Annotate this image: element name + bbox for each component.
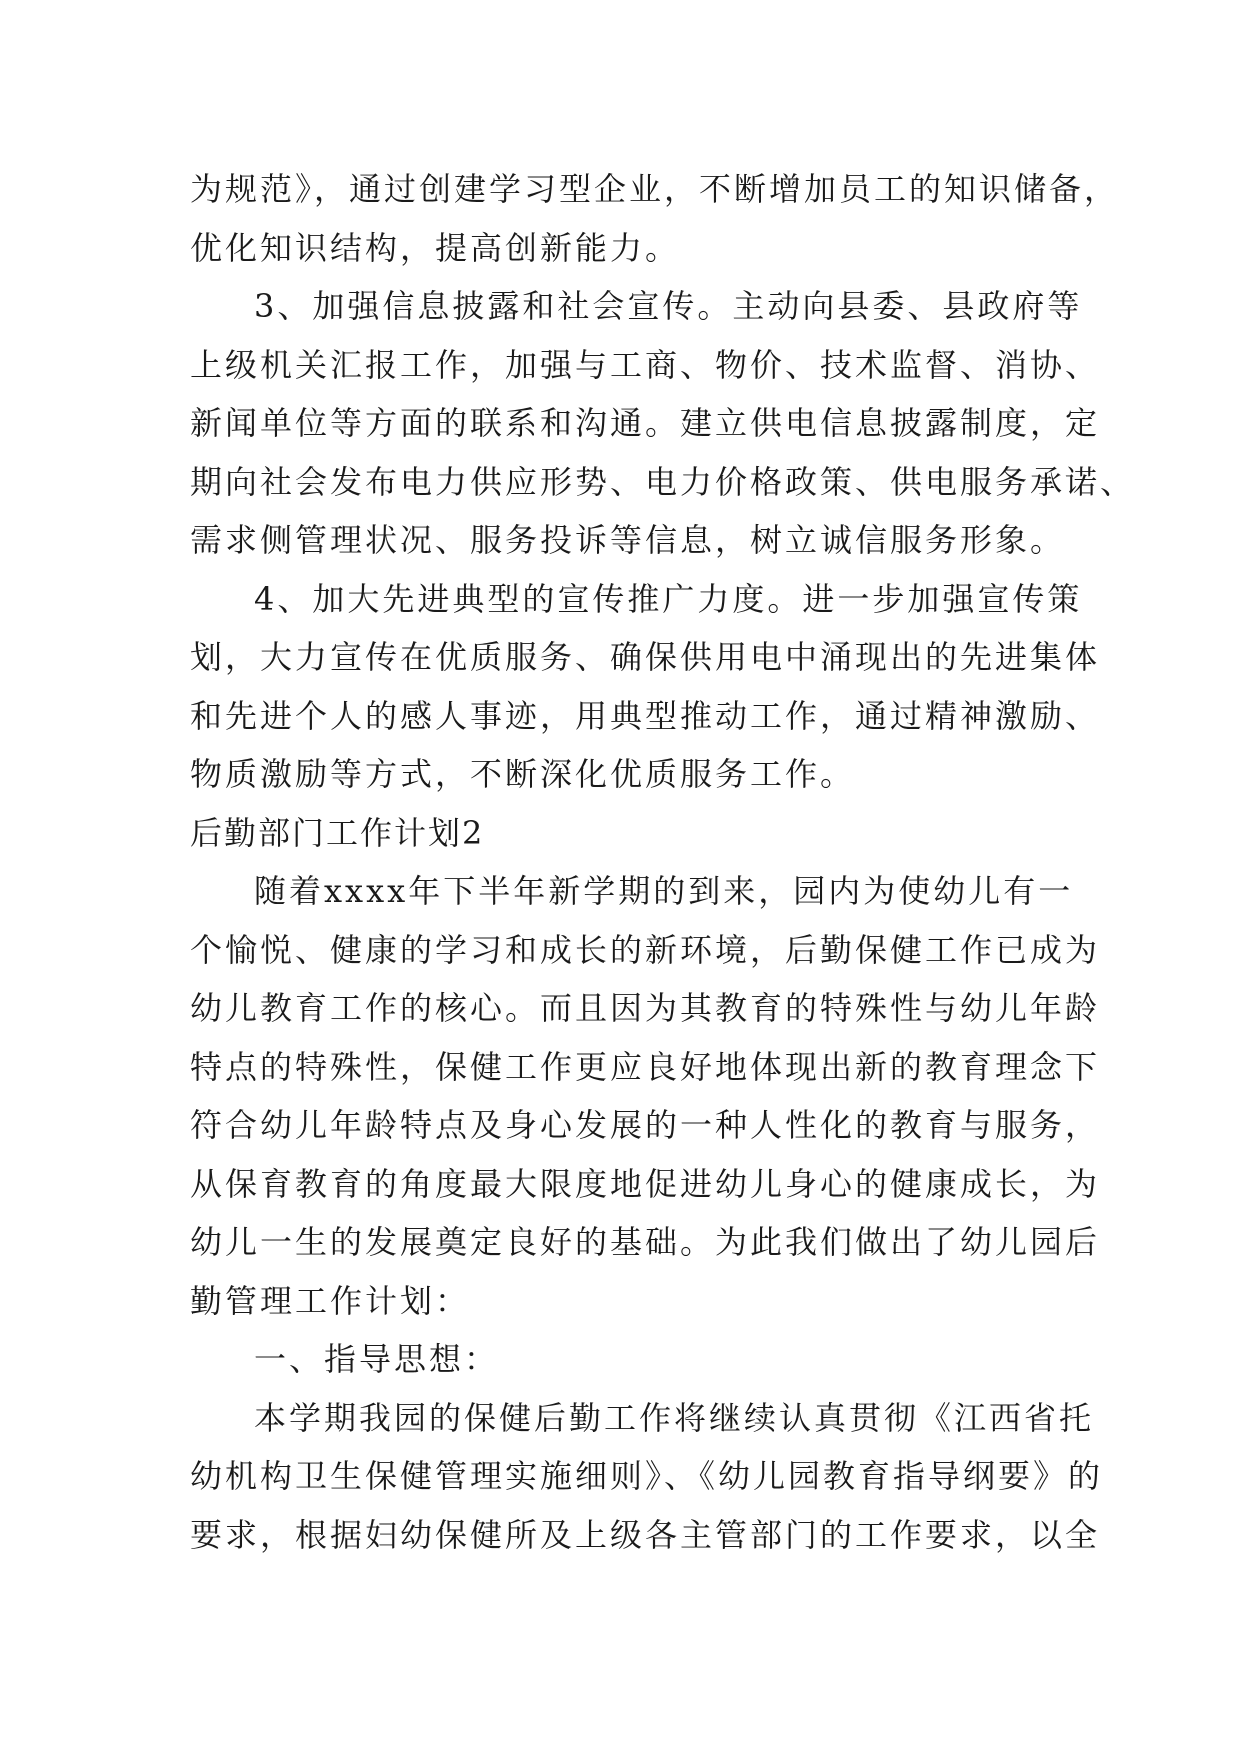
body-line: 幼机构卫生保健管理实施细则》、《幼儿园教育指导纲要》的 [190,1457,1104,1495]
body-line: 勤管理工作计划： [190,1281,471,1320]
body-line: 幼儿一生的发展奠定良好的基础。为此我们做出了幼儿园后 [190,1223,1101,1261]
body-line: 期向社会发布电力供应形势、电力价格政策、供电服务承诺、 [190,462,1136,501]
paragraph-start-line: 3、加强信息披露和社会宣传。主动向县委、县政府等 [254,287,1083,325]
subheading-line: 一、指导思想： [254,1340,500,1378]
body-line: 优化知识结构，提高创新能力。 [190,228,681,267]
body-line: 新闻单位等方面的联系和沟通。建立供电信息披露制度，定 [190,404,1101,442]
paragraph-start-line: 4、加大先进典型的宣传推广力度。进一步加强宣传策 [254,579,1083,618]
paragraph-start-line: 本学期我园的保健后勤工作将继续认真贯彻《江西省托 [254,1398,1095,1437]
body-line: 个愉悦、健康的学习和成长的新环境，后勤保健工作已成为 [190,930,1101,969]
body-line: 从保育教育的角度最大限度地促进幼儿身心的健康成长，为 [190,1164,1101,1203]
body-line: 物质激励等方式，不断深化优质服务工作。 [190,755,856,793]
body-line: 划，大力宣传在优质服务、确保供用电中涌现出的先进集体 [190,638,1101,676]
body-line: 幼儿教育工作的核心。而且因为其教育的特殊性与幼儿年龄 [190,989,1101,1027]
body-line: 需求侧管理状况、服务投诉等信息，树立诚信服务形象。 [190,521,1066,559]
body-line: 要求，根据妇幼保健所及上级各主管部门的工作要求，以全 [190,1515,1101,1554]
section-title: 后勤部门工作计划2 [190,813,485,852]
body-line: 和先进个人的感人事迹，用典型推动工作，通过精神激励、 [190,696,1101,735]
body-line: 特点的特殊性，保健工作更应良好地体现出新的教育理念下 [190,1047,1101,1086]
paragraph-start-line: 随着xxxx年下半年新学期的到来，园内为使幼儿有一 [254,872,1074,910]
body-line: 为规范》，通过创建学习型企业，不断增加员工的知识储备， [190,170,1120,208]
body-line: 符合幼儿年龄特点及身心发展的一种人性化的教育与服务， [190,1106,1101,1144]
body-line: 上级机关汇报工作，加强与工商、物价、技术监督、消协、 [190,345,1101,384]
document-body [190,160,1136,1564]
